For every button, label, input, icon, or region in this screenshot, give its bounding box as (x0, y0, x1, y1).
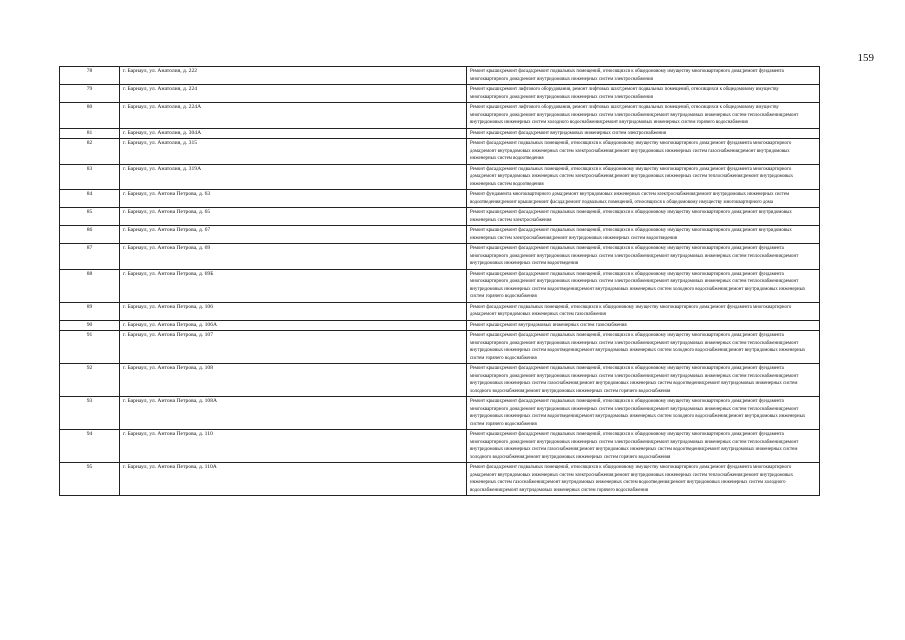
row-number: 90 (60, 320, 120, 331)
row-number: 95 (60, 463, 120, 496)
works-cell: Ремонт крыши;ремонт фасада;ремонт подвальных помещений, относящихся к общедомовому имуществу многоквартирного дома;ремонт фундамента многоквартирного дома;ремонт внутридомовых инженерных систем электроснабжения;ремонт внутридомовых инженерных систем теплоснабжения;ремонт внутридомовых инженерных систем водоотведения;ремонт внутридомовых инженерных систем холодного водоснабжения;ремонт внутридомовых инженерных систем горячего водоснабжения (467, 397, 820, 430)
table-row (60, 463, 820, 496)
works-cell: Ремонт крыши;ремонт фасада;ремонт подвальных помещений, относящихся к общедомовому имуществу многоквартирного дома;ремонт внутридомовых инженерных систем электроснабжения (467, 208, 820, 226)
works-cell: Ремонт крыши;ремонт фасада;ремонт подвальных помещений, относящихся к общедомовому имуществу многоквартирного дома;ремонт фундамента многоквартирного дома;ремонт внутридомовых инженерных систем электроснабжения;ремонт внутридомовых инженерных систем теплоснабжения;ремонт внутридомовых инженерных систем водоотведения;ремонт внутридомовых инженерных систем холодного водоснабжения;ремонт внутридомовых инженерных систем горячего водоснабжения (467, 331, 820, 364)
address-cell: г. Барнаул, ул. Антона Петрова, д. 69Б (120, 269, 467, 302)
table-row (60, 226, 820, 244)
table-row (60, 331, 820, 364)
works-cell: Ремонт фасада;ремонт подвальных помещений, относящихся к общедомовому имуществу многоквартирного дома;ремонт фундамента многоквартирного дома;ремонт внутридомовых инженерных систем газоснабжения (467, 302, 820, 320)
works-cell: Ремонт фасада;ремонт подвальных помещений, относящихся к общедомовому имуществу многоквартирного дома;ремонт фундамента многоквартирного дома;ремонт внутридомовых инженерных систем электроснабжения;ремонт внутридомовых инженерных систем газоснабжения;ремонт внутридомовых инженерных систем водоотведения (467, 139, 820, 165)
works-cell: Ремонт крыши;ремонт фасада;ремонт подвальных помещений, относящихся к общедомовому имуществу многоквартирного дома;ремонт фундамента многоквартирного дома;ремонт внутридомовых инженерных систем электроснабжения;ремонт внутридомовых инженерных систем теплоснабжения;ремонт внутридомовых инженерных систем газоснабжения;ремонт внутридомовых инженерных систем водоотведения;ремонт внутридомовых инженерных систем холодного водоснабжения;ремонт внутридомовых инженерных систем горячего водоснабжения (467, 364, 820, 397)
table-row (60, 103, 820, 129)
row-number: 83 (60, 164, 120, 190)
table-row (60, 302, 820, 320)
row-number: 84 (60, 190, 120, 208)
row-number: 94 (60, 430, 120, 463)
address-cell: г. Барнаул, ул. Анатолия, д. 224А (120, 103, 467, 129)
row-number: 92 (60, 364, 120, 397)
table-row (60, 269, 820, 302)
row-number: 87 (60, 244, 120, 270)
address-cell: г. Барнаул, ул. Антона Петрова, д. 69 (120, 244, 467, 270)
table-row (60, 139, 820, 165)
address-cell: г. Барнаул, ул. Антона Петрова, д. 106 (120, 302, 467, 320)
row-number: 81 (60, 128, 120, 139)
table-row (60, 190, 820, 208)
table-row (60, 397, 820, 430)
address-cell: г. Барнаул, ул. Анатолия, д. 315 (120, 139, 467, 165)
address-cell: г. Барнаул, ул. Антона Петрова, д. 65 (120, 208, 467, 226)
works-cell: Ремонт крыши;ремонт фасада;ремонт подвальных помещений, относящихся к общедомовому имуществу многоквартирного дома;ремонт фундамента многоквартирного дома;ремонт внутридомовых инженерных систем электроснабжения;ремонт внутридомовых инженерных систем теплоснабжения;ремонт внутридомовых инженерных систем водоотведения (467, 244, 820, 270)
table-row (60, 430, 820, 463)
table-row (60, 85, 820, 103)
address-cell: г. Барнаул, ул. Анатолия, д. 222 (120, 67, 467, 85)
works-cell: Ремонт крыши;ремонт внутридомовых инженерных систем газоснабжения (467, 320, 820, 331)
address-cell: г. Барнаул, ул. Анатолия, д. 304А (120, 128, 467, 139)
address-cell: г. Барнаул, ул. Антона Петрова, д. 106А (120, 320, 467, 331)
table-row (60, 364, 820, 397)
address-cell: г. Барнаул, ул. Антона Петрова, д. 108А (120, 397, 467, 430)
works-cell: Ремонт фундамента многоквартирного дома;ремонт внутридомовых инженерных систем электроснабжения;ремонт внутридомовых инженерных систем водоотведения;ремонт крыши;ремонт фасада;ремонт подвальных помещений, относящихся к общедомовому имуществу многоквартирного дома (467, 190, 820, 208)
row-number: 91 (60, 331, 120, 364)
address-cell: г. Барнаул, ул. Анатолия, д. 224 (120, 85, 467, 103)
works-cell: Ремонт крыши;ремонт фасада;ремонт подвальных помещений, относящихся к общедомовому имуществу многоквартирного дома;ремонт фундамента многоквартирного дома;ремонт внутридомовых инженерных систем электроснабжения (467, 67, 820, 85)
address-cell: г. Барнаул, ул. Анатолия, д. 319А (120, 164, 467, 190)
address-cell: г. Барнаул, ул. Антона Петрова, д. 110 (120, 430, 467, 463)
works-cell: Ремонт фасада;ремонт подвальных помещений, относящихся к общедомовому имуществу многоквартирного дома;ремонт фундамента многоквартирного дома;ремонт внутридомовых инженерных систем электроснабжения;ремонт внутридомовых инженерных систем теплоснабжения;ремонт внутридомовых инженерных систем водоотведения (467, 164, 820, 190)
address-cell: г. Барнаул, ул. Антона Петрова, д. 67 (120, 226, 467, 244)
row-number: 89 (60, 302, 120, 320)
page-number: 159 (857, 52, 874, 64)
row-number: 88 (60, 269, 120, 302)
works-cell: Ремонт крыши;ремонт лифтового оборудования, ремонт лифтовых шахт;ремонт подвальных помещений, относящихся к общедомовому имуществу многоквартирного дома;ремонт внутридомовых инженерных систем электроснабжения;ремонт внутридомовых инженерных систем теплоснабжения;ремонт внутридомовых инженерных систем холодного водоснабжения;ремонт внутридомовых инженерных систем горячего водоснабжения (467, 103, 820, 129)
row-number: 82 (60, 139, 120, 165)
works-cell: Ремонт фасада;ремонт подвальных помещений, относящихся к общедомовому имуществу многоквартирного дома;ремонт фундамента многоквартирного дома;ремонт внутридомовых инженерных систем электроснабжения;ремонт внутридомовых инженерных систем теплоснабжения;ремонт внутридомовых инженерных систем газоснабжения;ремонт внутридомовых инженерных систем водоотведения;ремонт внутридомовых инженерных систем холодного водоснабжения;ремонт внутридомовых инженерных систем горячего водоснабжения (467, 463, 820, 496)
address-cell: г. Барнаул, ул. Антона Петрова, д. 108 (120, 364, 467, 397)
row-number: 86 (60, 226, 120, 244)
works-cell: Ремонт крыши;ремонт фасада;ремонт внутридомовых инженерных систем электроснабжения (467, 128, 820, 139)
address-cell: г. Барнаул, ул. Антона Петрова, д. 107 (120, 331, 467, 364)
address-cell: г. Барнаул, ул. Антона Петрова, д. 110А (120, 463, 467, 496)
works-cell: Ремонт крыши;ремонт фасада;ремонт подвальных помещений, относящихся к общедомовому имуществу многоквартирного дома;ремонт фундамента многоквартирного дома;ремонт внутридомовых инженерных систем электроснабжения;ремонт внутридомовых инженерных систем теплоснабжения;ремонт внутридомовых инженерных систем газоснабжения;ремонт внутридомовых инженерных систем водоотведения;ремонт внутридомовых инженерных систем холодного водоснабжения;ремонт внутридомовых инженерных систем горячего водоснабжения (467, 430, 820, 463)
works-cell: Ремонт крыши;ремонт лифтового оборудования, ремонт лифтовых шахт;ремонт подвальных помещений, относящихся к общедомовому имуществу многоквартирного дома;ремонт внутридомовых инженерных систем электроснабжения (467, 85, 820, 103)
address-cell: г. Барнаул, ул. Антона Петрова, д. 63 (120, 190, 467, 208)
row-number: 85 (60, 208, 120, 226)
row-number: 79 (60, 85, 120, 103)
registry-table-body (60, 67, 820, 496)
row-number: 93 (60, 397, 120, 430)
table-row (60, 128, 820, 139)
table-row (60, 208, 820, 226)
works-cell: Ремонт крыши;ремонт фасада;ремонт подвальных помещений, относящихся к общедомовому имуществу многоквартирного дома;ремонт внутридомовых инженерных систем электроснабжения;ремонт внутридомовых инженерных систем водоотведения (467, 226, 820, 244)
works-cell: Ремонт крыши;ремонт фасада;ремонт подвальных помещений, относящихся к общедомовому имуществу многоквартирного дома;ремонт фундамента многоквартирного дома;ремонт внутридомовых инженерных систем электроснабжения;ремонт внутридомовых инженерных систем теплоснабжения;ремонт внутридомовых инженерных систем водоотведения;ремонт внутридомовых инженерных систем холодного водоснабжения;ремонт внутридомовых инженерных систем горячего водоснабжения (467, 269, 820, 302)
table-row (60, 164, 820, 190)
table-row (60, 244, 820, 270)
table-row (60, 67, 820, 85)
registry-table (59, 66, 820, 496)
table-row (60, 320, 820, 331)
row-number: 80 (60, 103, 120, 129)
row-number: 78 (60, 67, 120, 85)
